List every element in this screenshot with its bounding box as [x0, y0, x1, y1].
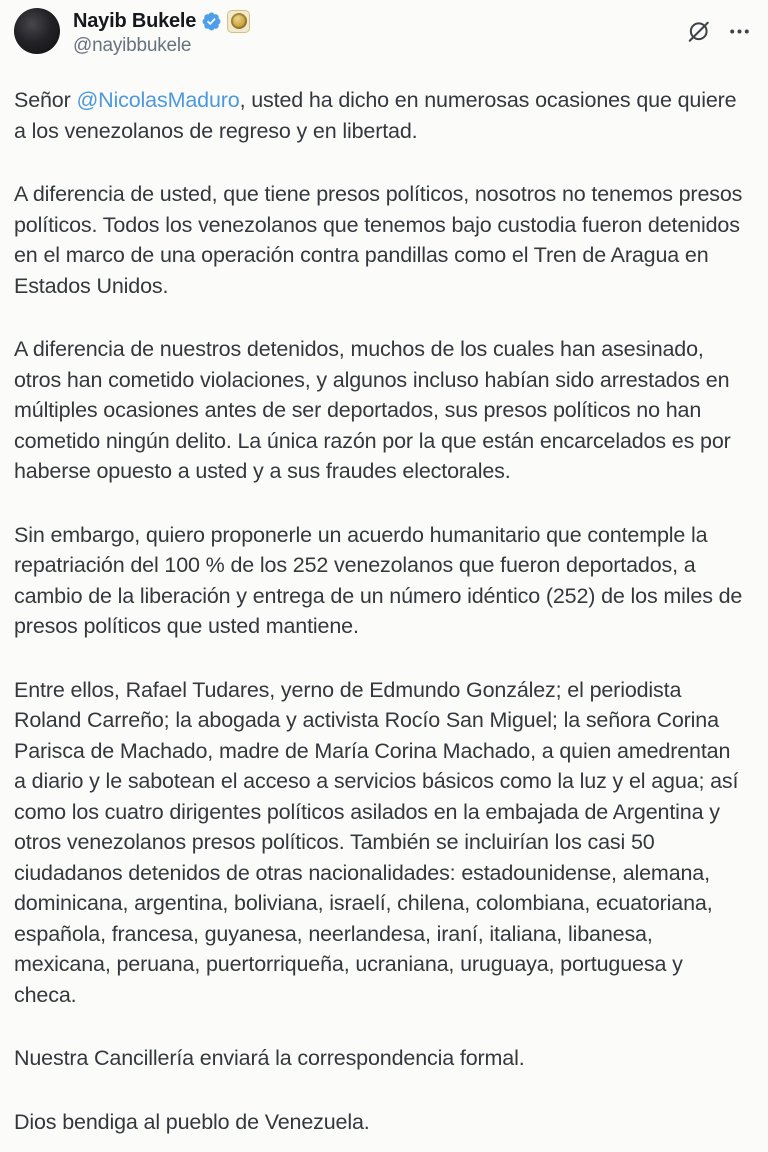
text-segment: Señor	[14, 88, 77, 112]
tweet-paragraph: Nuestra Cancillería enviará la correspondencia formal.	[14, 1046, 525, 1070]
tweet-paragraph: Dios bendiga al pueblo de Venezuela.	[14, 1109, 370, 1134]
text-segment: , usted ha dicho en numerosas ocasiones que quiere a los venezolanos de regreso y en libertad.	[14, 88, 737, 143]
tweet-paragraph: A diferencia de nuestros detenidos, muchos de los cuales han asesinado, otros han cometido violaciones, y algunos incluso habían sido arrestados en múltiples ocasiones antes de ser deportados, sus presos políticos no han cometido ningún delito. La única razón por la que están encarcelados es por haberse opuesto a usted y a sus fraudes electorales.	[14, 337, 731, 483]
tweet-paragraph: Entre ellos, Rafael Tudares, yerno de Edmundo González; el periodista Roland Carreño; la abogada y activista Rocío San Miguel; la señora Corina Parisca de Machado, madre de María Corina Machado, a quien amedrentan a diario y le sabotean el acceso a servicios básicos como la luz y el agua; así como los cuatro dirigentes políticos asilados en la embajada de Argentina y otros venezolanos presos políticos. También se incluirían los casi 50 ciudadanos detenidos de otras nacionalidades: estadounidense, alemana, dominicana, argentina, boliviana, israelí, chilena, colombiana, ecuatoriana, española, francesa, guyanesa, neerlandesa, iraní, italiana, libanesa, mexicana, peruana, puertorriqueña, ucraniana, uruguaya, portuguesa y checa.	[14, 677, 739, 1007]
display-name[interactable]: Nayib Bukele	[73, 10, 197, 32]
tweet-body	[14, 85, 752, 1137]
tweet-header	[14, 8, 752, 59]
more-icon[interactable]	[727, 19, 752, 44]
tweet-paragraph: A diferencia de usted, que tiene presos políticos, nosotros no tenemos presos políticos. Todos los venezolanos que tenemos bajo custodia fueron detenidos en el marco de una operación contra pandillas como el Tren de Aragua en Estados Unidos.	[14, 182, 743, 298]
user-handle[interactable]: @nayibbukele	[73, 35, 192, 56]
grok-icon[interactable]	[685, 18, 712, 45]
gold-seal-icon	[231, 13, 247, 29]
name-row	[73, 9, 250, 33]
header-actions	[685, 18, 752, 45]
affiliate-badge-icon[interactable]	[227, 10, 250, 33]
user-identity	[73, 8, 250, 59]
tweet-paragraph	[14, 85, 746, 146]
tweet-paragraph: Sin embargo, quiero proponerle un acuerdo humanitario que contemple la repatriación del 100 % de los 252 venezolanos que fueron deportados, a cambio de la liberación y entrega de un número idéntico (252) de los miles de presos políticos que usted mantiene.	[14, 522, 743, 638]
verified-icon	[201, 11, 222, 32]
mention-link[interactable]: @NicolasMaduro	[76, 88, 240, 112]
avatar[interactable]	[14, 8, 60, 54]
